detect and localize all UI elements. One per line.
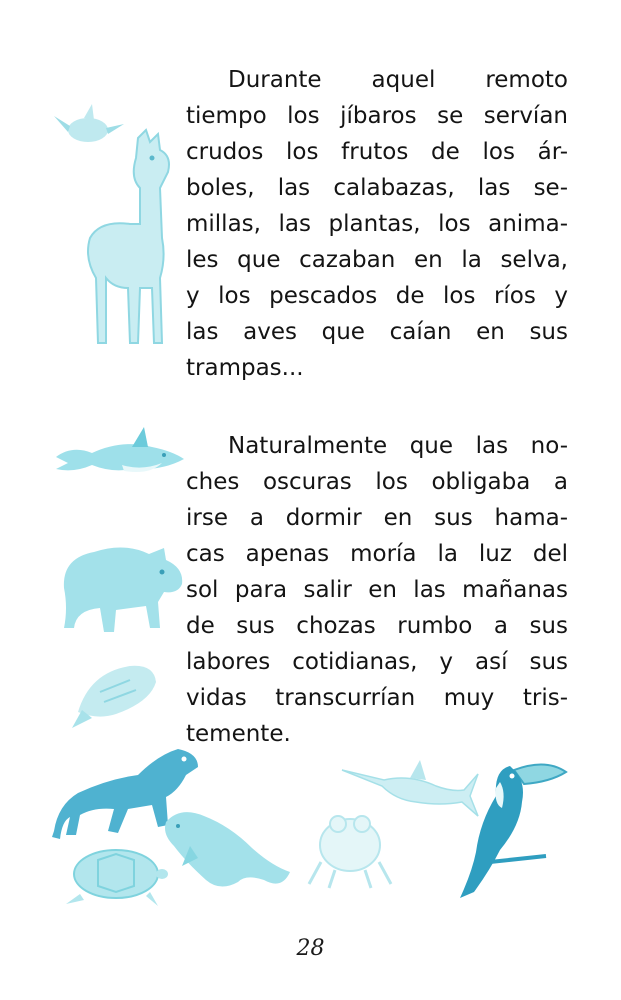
paragraph-line: sol para salir en las mañanas bbox=[186, 577, 568, 603]
paragraph-1 bbox=[186, 62, 568, 386]
paragraph-line: Durante aquel remoto bbox=[228, 67, 568, 93]
manatee-icon bbox=[160, 800, 295, 900]
turtle-icon bbox=[58, 838, 168, 910]
paragraph-line: millas, las plantas, los anima- bbox=[186, 211, 568, 237]
paragraph-2 bbox=[186, 428, 568, 752]
paragraph-line: trampas... bbox=[186, 355, 304, 381]
page-number: 28 bbox=[296, 936, 325, 961]
toucan-icon bbox=[450, 752, 570, 902]
paragraph-line: les que cazaban en la selva, bbox=[186, 247, 568, 273]
paragraph-line: las aves que caían en sus bbox=[186, 319, 568, 345]
paragraph-line: ches oscuras los obligaba a bbox=[186, 469, 568, 495]
orca-icon bbox=[52, 425, 187, 485]
paragraph-line: temente. bbox=[186, 721, 291, 747]
boar-icon bbox=[54, 528, 189, 638]
paragraph-line: irse a dormir en sus hama- bbox=[186, 505, 568, 531]
paragraph-line: boles, las calabazas, las se- bbox=[186, 175, 568, 201]
paragraph-line: crudos los frutos de los ár- bbox=[186, 139, 568, 165]
paragraph-line: labores cotidianas, y así sus bbox=[186, 649, 568, 675]
paragraph-line: vidas transcurrían muy tris- bbox=[186, 685, 568, 711]
paragraph-line: cas apenas moría la luz del bbox=[186, 541, 568, 567]
paragraph-line: Naturalmente que las no- bbox=[228, 433, 568, 459]
llama-icon bbox=[80, 128, 190, 353]
paragraph-line: de sus chozas rumbo a sus bbox=[186, 613, 568, 639]
paragraph-line: y los pescados de los ríos y bbox=[186, 283, 568, 309]
paragraph-line: tiempo los jíbaros se servían bbox=[186, 103, 568, 129]
fish-icon bbox=[70, 652, 160, 732]
